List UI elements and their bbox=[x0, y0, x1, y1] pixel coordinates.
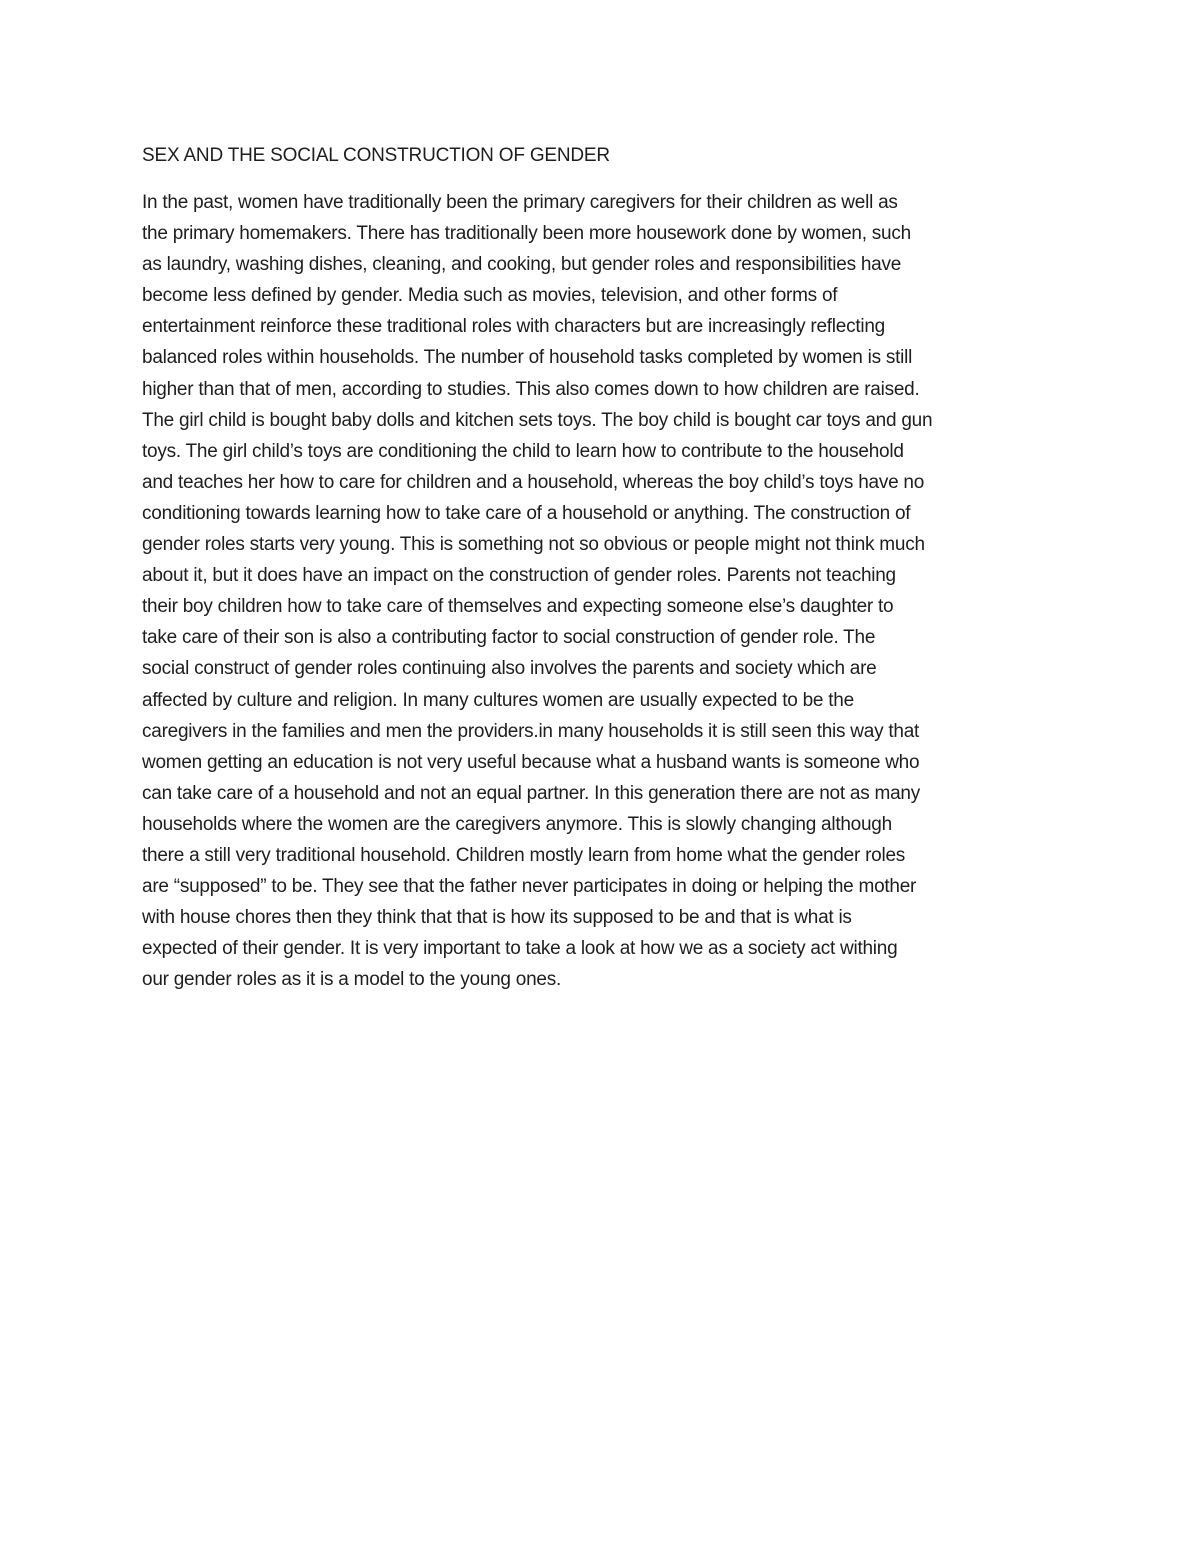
paragraph-line: In the past, women have traditionally been the primary caregivers for their children as well as bbox=[142, 192, 898, 213]
paragraph-line: women getting an education is not very useful because what a husband wants is someone who bbox=[142, 751, 920, 773]
paragraph-line: become less defined by gender. Media such as movies, television, and other forms of bbox=[142, 285, 838, 307]
paragraph-line: social construct of gender roles continuing also involves the parents and society which are bbox=[142, 658, 877, 680]
paragraph-line: and teaches her how to care for children and a household, whereas the boy child’s toys have no bbox=[142, 471, 925, 493]
paragraph-line: the primary homemakers. There has traditionally been more housework done by women, such bbox=[142, 223, 911, 245]
paragraph-line: balanced roles within households. The number of household tasks completed by women is still bbox=[142, 347, 913, 369]
paragraph-line: affected by culture and religion. In many cultures women are usually expected to be the bbox=[142, 689, 854, 711]
paragraph-line: there a still very traditional household. Children mostly learn from home what the gender roles bbox=[142, 844, 906, 866]
paragraph-line: expected of their gender. It is very important to take a look at how we as a society act withing bbox=[142, 938, 898, 960]
paragraph-line: as laundry, washing dishes, cleaning, and cooking, but gender roles and responsibilities have bbox=[142, 254, 902, 276]
paragraph-line: toys. The girl child’s toys are conditioning the child to learn how to contribute to the household bbox=[142, 440, 904, 462]
paragraph-line: entertainment reinforce these traditional roles with characters but are increasingly reflecting bbox=[142, 316, 885, 338]
paragraph-line: about it, but it does have an impact on the construction of gender roles. Parents not teaching bbox=[142, 565, 896, 587]
paragraph-line: The girl child is bought baby dolls and kitchen sets toys. The boy child is bought car toys and gun bbox=[142, 409, 933, 431]
paragraph-line: take care of their son is also a contributing factor to social construction of gender role. The bbox=[142, 627, 876, 649]
document-content bbox=[142, 140, 1072, 995]
paragraph-line: can take care of a household and not an equal partner. In this generation there are not as many bbox=[142, 782, 920, 804]
paragraph-line: households where the women are the caregivers anymore. This is slowly changing although bbox=[142, 813, 892, 835]
paragraph-line: are “supposed” to be. They see that the father never participates in doing or helping the mother bbox=[142, 876, 917, 898]
paragraph-line: gender roles starts very young. This is something not so obvious or people might not think much bbox=[142, 534, 925, 556]
paragraph-line: conditioning towards learning how to take care of a household or anything. The construction of bbox=[142, 502, 911, 524]
document-title: SEX AND THE SOCIAL CONSTRUCTION OF GENDER bbox=[142, 145, 610, 166]
paragraph-line: with house chores then they think that that is how its supposed to be and that is what is bbox=[142, 907, 852, 929]
paragraph-line: their boy children how to take care of themselves and expecting someone else’s daughter to bbox=[142, 596, 894, 618]
paragraph-line: our gender roles as it is a model to the young ones. bbox=[142, 969, 561, 991]
paragraph-line: higher than that of men, according to studies. This also comes down to how children are raised. bbox=[142, 378, 920, 400]
paragraph-line: caregivers in the families and men the providers.in many households it is still seen this way that bbox=[142, 720, 920, 742]
body-paragraph bbox=[142, 187, 1072, 995]
